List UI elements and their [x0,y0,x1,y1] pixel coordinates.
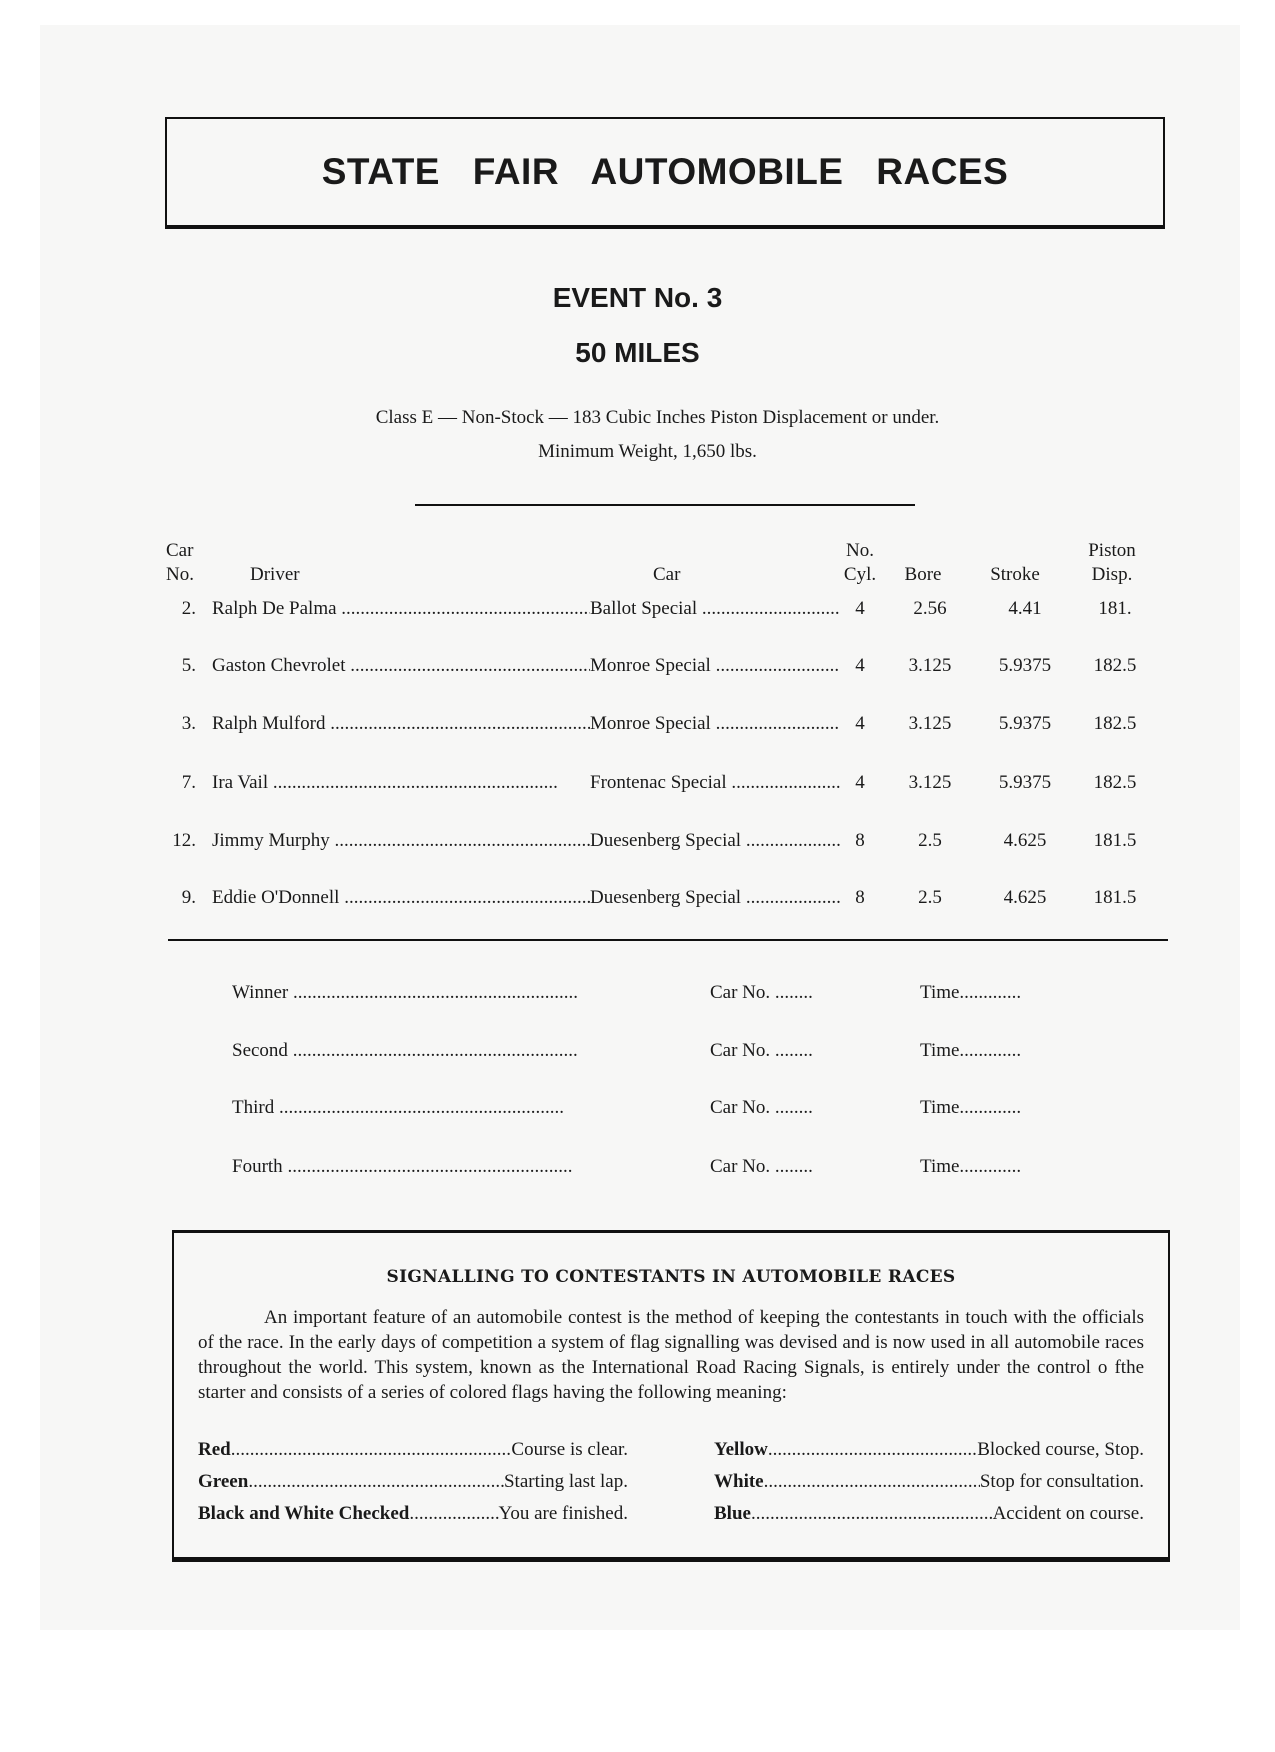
flag-color: White [714,1471,764,1492]
car-number: 9. [181,887,196,908]
result-row [0,1156,1275,1182]
piston-displacement: 182.5 [1093,772,1137,793]
car-no-blank[interactable]: Car No. ........ [710,1097,813,1118]
divider [415,504,915,506]
cylinders: 4 [855,713,865,734]
driver-name: Ira Vail ..... [212,772,590,794]
piston-displacement: 181.5 [1093,887,1137,908]
time-blank[interactable]: Time............. [920,1156,1022,1177]
bore: 2.5 [918,887,942,908]
flag-meaning-text: Blocked course, Stop. [977,1439,1144,1460]
driver-name: Eddie O'Donnell ..... [212,887,590,909]
place-label: Winner ..... [232,982,668,1004]
time-blank[interactable]: Time............. [920,982,1022,1003]
time-blank[interactable]: Time............. [920,1097,1022,1118]
header-disp: Piston [1088,540,1136,561]
table-row [0,830,1275,856]
place-label: Fourth ..... [232,1156,668,1178]
flag-meaning-text: Stop for consultation. [979,1471,1144,1492]
car-number: 2. [181,598,196,619]
header-cyl: No. [846,540,874,561]
place-label: Second ..... [232,1040,668,1062]
flag-color: Blue [714,1503,751,1524]
result-row [0,1040,1275,1066]
car-name: Monroe Special ..... [590,655,840,677]
flag-color: Black and White Checked [198,1503,410,1524]
piston-displacement: 182.5 [1093,713,1137,734]
bore: 3.125 [908,772,952,793]
stroke: 5.9375 [998,772,1052,793]
car-name: Duesenberg Special ..... [590,830,840,852]
table-row [0,887,1275,913]
event-number: EVENT No. 3 [552,282,723,313]
cylinders: 4 [855,598,865,619]
flag-meaning [714,1439,1144,1461]
car-name: Ballot Special ..... [590,598,840,620]
flag-meaning [198,1471,628,1493]
flag-meaning [198,1503,628,1525]
title-box [165,117,1165,229]
driver-name: Ralph De Palma ..... [212,598,590,620]
car-number: 5. [181,655,196,676]
signals-paragraph: An important feature of an automobile contest is the method of keeping the contestants in touch with the officials of the race. In the early days of competition a system of flag signalling was devised and is now used in all automobile races throughout the world. This system, known as the International Road Racing Signals, is entirely under the control o fthe starter and consists of a series of colored flags having the following meaning: [198,1307,1144,1403]
header-driver: Driver [250,564,300,585]
table-header-row-1 [0,540,1275,566]
cylinders: 4 [855,655,865,676]
flag-meaning [714,1503,1144,1525]
header-car: Car [653,564,681,585]
table-row [0,772,1275,798]
car-no-blank[interactable]: Car No. ........ [710,982,813,1003]
flag-meaning [714,1471,1144,1493]
flag-meaning [198,1439,628,1461]
bore: 3.125 [908,713,952,734]
result-row [0,982,1275,1008]
table-row [0,655,1275,681]
class-description: Class E — Non-Stock — 183 Cubic Inches Piston Displacement or under. [375,407,940,428]
flag-meaning-text: Accident on course. [992,1503,1144,1524]
place-label: Third ..... [232,1097,668,1119]
car-number: 12. [172,830,196,851]
stroke: 4.625 [1003,887,1047,908]
stroke: 4.625 [1003,830,1047,851]
piston-displacement: 181. [1098,598,1132,619]
table-row [0,713,1275,739]
event-distance: 50 MILES [575,337,700,368]
stroke: 5.9375 [998,655,1052,676]
table-header-row-2 [0,564,1275,590]
flag-meaning-text: You are finished. [498,1503,628,1524]
flag-color: Yellow [714,1439,768,1460]
header-bore: Bore [904,564,942,585]
signals-heading: SIGNALLING TO CONTESTANTS IN AUTOMOBILE RACES [386,1267,956,1287]
flag-color: Red [198,1439,231,1460]
car-number: 7. [181,772,196,793]
piston-displacement: 181.5 [1093,830,1137,851]
bore: 3.125 [908,655,952,676]
flag-color: Green [198,1471,249,1492]
flag-meaning-text: Course is clear. [511,1439,628,1460]
bore: 2.56 [913,598,947,619]
car-name: Duesenberg Special ..... [590,887,840,909]
time-blank[interactable]: Time............. [920,1040,1022,1061]
stroke: 5.9375 [998,713,1052,734]
driver-name: Ralph Mulford ..... [212,713,590,735]
page-title: STATE FAIR AUTOMOBILE RACES [321,151,1009,192]
car-name: Monroe Special ..... [590,713,840,735]
car-no-blank[interactable]: Car No. ........ [710,1156,813,1177]
divider [168,939,1168,941]
minimum-weight: Minimum Weight, 1,650 lbs. [538,441,757,462]
cylinders: 8 [855,887,865,908]
car-number: 3. [181,713,196,734]
driver-name: Jimmy Murphy ..... [212,830,590,852]
signals-box [172,1230,1170,1562]
car-name: Frontenac Special ..... [590,772,840,794]
header-cyl-2: Cyl. [843,564,877,585]
piston-displacement: 182.5 [1093,655,1137,676]
header-stroke: Stroke [990,564,1040,585]
driver-name: Gaston Chevrolet ..... [212,655,590,677]
result-row [0,1097,1275,1123]
table-row [0,598,1275,624]
flag-meaning-text: Starting last lap. [503,1471,628,1492]
cylinders: 4 [855,772,865,793]
header-car-no: Car [166,540,194,561]
stroke: 4.41 [1008,598,1042,619]
car-no-blank[interactable]: Car No. ........ [710,1040,813,1061]
header-disp-2: Disp. [1091,564,1133,585]
cylinders: 8 [855,830,865,851]
header-car-no-2: No. [166,564,194,585]
bore: 2.5 [918,830,942,851]
